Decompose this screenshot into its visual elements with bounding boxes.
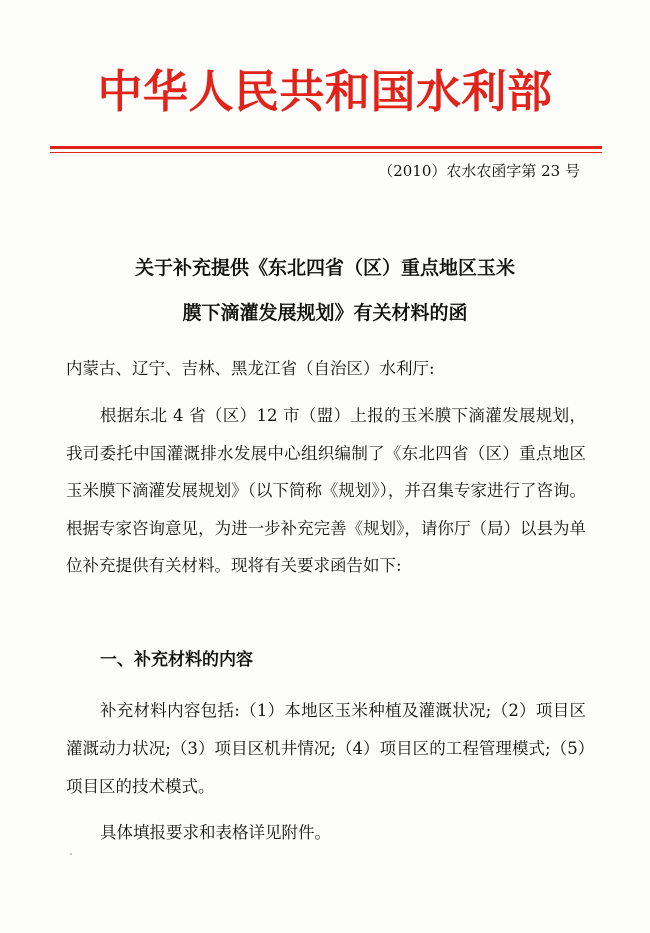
letterhead-title: 中华人民共和国水利部 (97, 65, 553, 118)
body-paragraph-1: 根据东北 4 省（区）12 市（盟）上报的玉米膜下滴灌发展规划，我司委托中国灌溉排水发展中心组织编制了《东北四省（区）重点地区玉米膜下滴灌发展规划》（以下简称《规划》），并召集专家进行了咨询。根据专家咨询意见，为进一步补充完善《规划》，请你厅（局）以县为单位补充提供有关材料。现将有关要求函告如下: (66, 406, 586, 575)
letterhead-rule-thin (50, 152, 602, 153)
document-number: （2010）农水农函字第 23 号 (378, 162, 580, 180)
document-title-line-2: 膜下滴灌发展规划》有关材料的函 (182, 302, 468, 324)
letterhead-rule-thick (50, 146, 602, 149)
salutation: 内蒙古、辽宁、吉林、黑龙江省（自治区）水利厅: (66, 359, 435, 378)
document-title-line-1: 关于补充提供《东北四省（区）重点地区玉米 (134, 257, 515, 279)
body-paragraph-3: 具体填报要求和表格详见附件。 (100, 823, 331, 842)
section-heading-1: 一、补充材料的内容 (100, 650, 253, 670)
scan-speck (70, 853, 72, 855)
body-paragraph-2: 补充材料内容包括:（1）本地区玉米种植及灌溉状况;（2）项目区灌溉动力状况;（3）项目区机井情况;（4）项目区的工程管理模式;（5）项目区的技术模式。 (66, 701, 586, 796)
